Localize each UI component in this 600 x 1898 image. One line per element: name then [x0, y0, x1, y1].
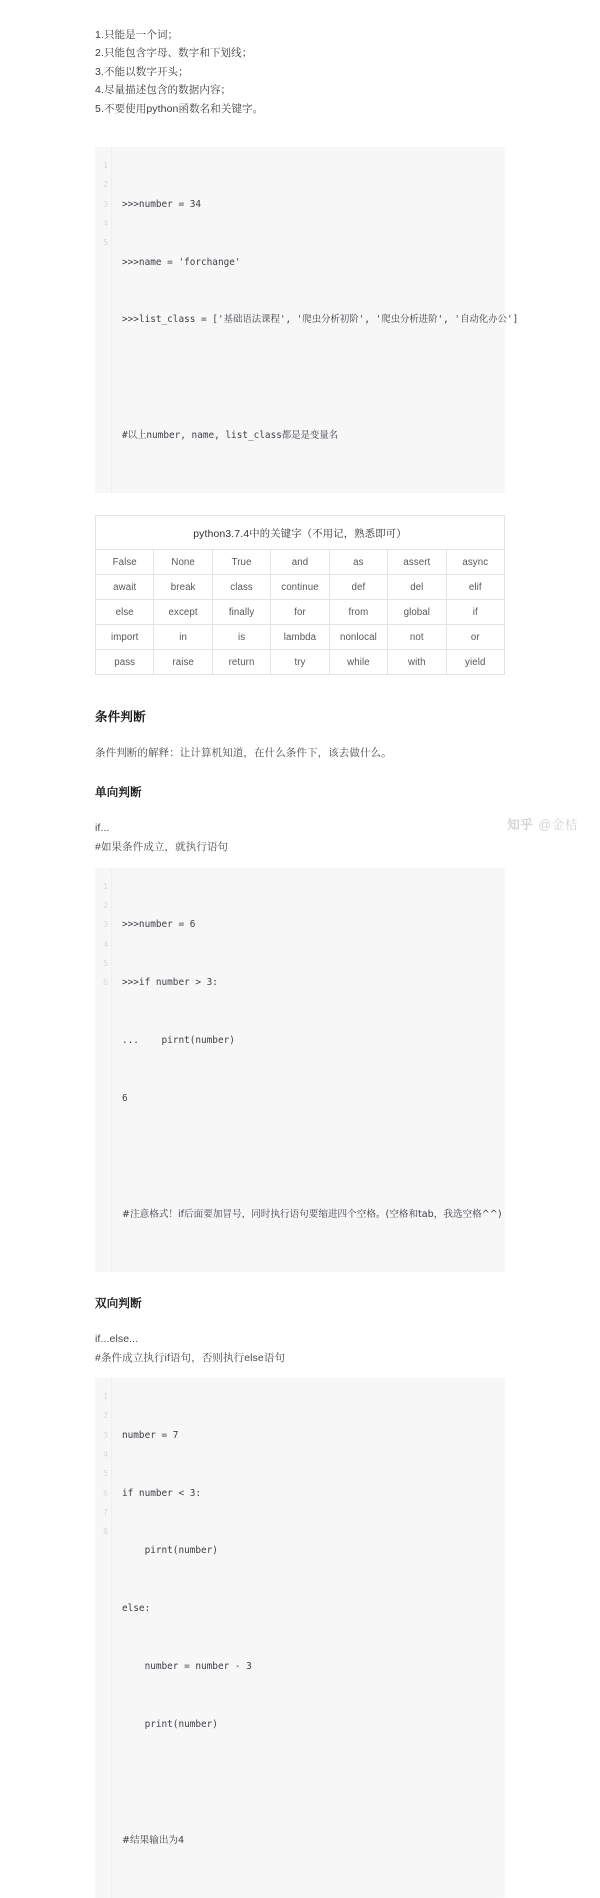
keyword-cell: global: [388, 600, 446, 625]
list-item: 2.只能包含字母、数字和下划线；: [95, 47, 253, 60]
line-number: 2: [103, 180, 108, 190]
code-line: if number < 3:: [122, 1487, 202, 1499]
line-number: 3: [103, 920, 108, 930]
code-line: #注意格式！if后面要加冒号，同时执行语句要缩进四个空格。(空格和tab，我选空格^^): [122, 1208, 502, 1220]
watermark-author: @金桔: [538, 818, 578, 832]
code-line: [122, 368, 518, 387]
line-number: 6: [103, 978, 108, 988]
keyword-cell: class: [212, 575, 270, 600]
code-line: number = 7: [122, 1429, 179, 1441]
list-item: 1.只能是一个词；: [95, 29, 179, 41]
table-body: [96, 550, 505, 675]
line-number: 2: [103, 1411, 108, 1421]
keyword-cell: elif: [446, 575, 504, 600]
code-line: >>>name = 'forchange': [122, 256, 241, 268]
code-line: #以上number, name, list_class都是是变量名: [122, 430, 339, 442]
keyword-cell: break: [154, 575, 212, 600]
code-content: [112, 868, 510, 1272]
list-item: 5.不要使用python函数名和关键字。: [95, 102, 264, 115]
line-number: 5: [103, 238, 108, 248]
keyword-cell: lambda: [271, 625, 329, 650]
keyword-cell: finally: [212, 600, 270, 625]
comment-double: #条件成立执行if语句，否则执行else语句: [95, 1351, 286, 1364]
subsection-title-double: 双向判断: [95, 1297, 142, 1310]
line-number: 7: [103, 1507, 108, 1517]
code-gutter: [95, 147, 112, 493]
keyword-cell: with: [388, 650, 446, 675]
code-line: [122, 1773, 497, 1792]
keyword-cell: def: [329, 575, 387, 600]
keyword-cell: pass: [96, 650, 154, 675]
keyword-cell: and: [271, 550, 329, 575]
keyword-cell: in: [154, 625, 212, 650]
line-number: 4: [103, 1449, 108, 1459]
code-block-double-branch: [95, 1378, 505, 1898]
line-number: 8: [103, 1527, 108, 1537]
subsection-title-single: 单向判断: [95, 787, 142, 800]
line-number: 2: [103, 900, 108, 910]
keyword-cell: True: [212, 550, 270, 575]
table-header-row: [96, 516, 505, 550]
code-line: >>>number = 34: [122, 198, 202, 210]
code-line: 6: [122, 1092, 128, 1104]
keyword-cell: try: [271, 650, 329, 675]
code-line: number = number - 3: [122, 1661, 252, 1673]
keyword-cell: yield: [446, 650, 504, 675]
table-caption: python3.7.4中的关键字（不用记，熟悉即可）: [96, 516, 505, 550]
python-keywords-table: [95, 515, 505, 675]
keyword-cell: for: [271, 600, 329, 625]
code-line: print(number): [122, 1719, 218, 1731]
list-item: 3.不能以数字开头；: [95, 65, 189, 78]
section-description: 条件判断的解释：让计算机知道，在什么条件下，该去做什么。: [95, 747, 392, 760]
variable-naming-rules: [95, 26, 505, 118]
keyword-cell: False: [96, 550, 154, 575]
line-number: 5: [103, 1469, 108, 1479]
keyword-cell: None: [154, 550, 212, 575]
code-line: pirnt(number): [122, 1545, 218, 1557]
code-line: >>>number = 6: [122, 919, 196, 931]
code-line: >>>list_class = ['基础语法课程', '爬虫分析初阶', '爬虫分析进阶', '自动化办公']: [122, 314, 519, 326]
syntax-double: if...else...: [95, 1332, 139, 1345]
keyword-cell: raise: [154, 650, 212, 675]
keyword-cell: is: [212, 625, 270, 650]
line-number: 1: [103, 161, 108, 171]
table-row: [96, 575, 505, 600]
keyword-cell: async: [446, 550, 504, 575]
keyword-cell: del: [388, 575, 446, 600]
code-content: [112, 1378, 505, 1898]
keyword-cell: if: [446, 600, 504, 625]
keyword-cell: as: [329, 550, 387, 575]
code-line: ... pirnt(number): [122, 1035, 235, 1047]
code-line: else:: [122, 1603, 151, 1615]
code-gutter: [95, 868, 112, 1272]
keyword-cell: while: [329, 650, 387, 675]
table-row: [96, 600, 505, 625]
table-row: [96, 625, 505, 650]
list-item: 4.尽量描述包含的数据内容；: [95, 84, 232, 97]
line-number: 3: [103, 1430, 108, 1440]
code-line: >>>if number > 3:: [122, 977, 218, 989]
line-number: 5: [103, 958, 108, 968]
keyword-cell: nonlocal: [329, 625, 387, 650]
code-line: [122, 1147, 502, 1166]
line-number: 4: [103, 939, 108, 949]
keyword-cell: import: [96, 625, 154, 650]
keyword-cell: or: [446, 625, 504, 650]
line-number: 4: [103, 218, 108, 228]
line-number: 1: [103, 881, 108, 891]
keyword-cell: assert: [388, 550, 446, 575]
keyword-cell: except: [154, 600, 212, 625]
syntax-single: if...: [95, 822, 110, 835]
table-row: [96, 650, 505, 675]
keyword-cell: continue: [271, 575, 329, 600]
keyword-cell: return: [212, 650, 270, 675]
keyword-cell: from: [329, 600, 387, 625]
code-block-variables: [95, 147, 519, 493]
code-content: [112, 147, 526, 493]
code-line: #结果输出为4: [122, 1834, 185, 1846]
table-row: [96, 550, 505, 575]
zhihu-logo: 知乎: [507, 818, 534, 832]
keyword-cell: else: [96, 600, 154, 625]
watermark: [507, 815, 578, 833]
line-number: 1: [103, 1392, 108, 1402]
line-number: 3: [103, 199, 108, 209]
keyword-cell: await: [96, 575, 154, 600]
code-block-single-branch: [95, 868, 505, 1272]
line-number: 6: [103, 1488, 108, 1498]
keyword-cell: not: [388, 625, 446, 650]
page-title: 条件判断: [95, 710, 146, 725]
code-gutter: [95, 1378, 112, 1898]
comment-single: #如果条件成立，就执行语句: [95, 841, 229, 854]
